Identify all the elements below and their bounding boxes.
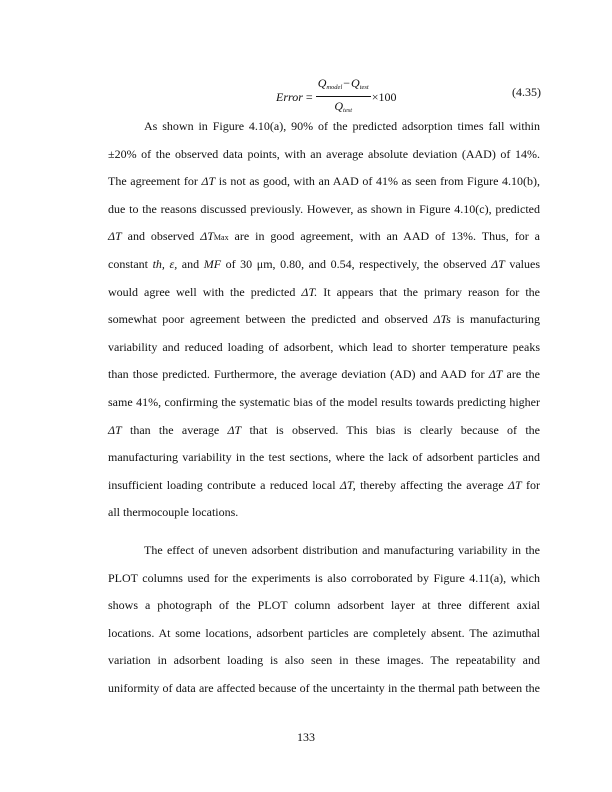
- paragraph-line: [108, 223, 540, 251]
- paragraph-line: [108, 389, 540, 417]
- q-model: Q: [317, 75, 327, 90]
- text-run: constant: [108, 256, 153, 271]
- paragraph-line: uniformity of data are affected because of the uncertainty in the thermal path between the: [108, 680, 540, 695]
- paragraph-line: [108, 113, 540, 141]
- max-subscript: Max: [213, 233, 229, 243]
- text-run: thereby affecting the average: [355, 477, 508, 492]
- delta-t-symbol: ΔT: [108, 422, 122, 437]
- paragraph-line: The effect of uneven adsorbent distribution and manufacturing variability in the: [144, 543, 540, 557]
- text-run: that is observed. This bias is clearly because of the: [241, 422, 540, 437]
- equation-times-100: ×100: [371, 89, 397, 104]
- text-run: of 30 μm, 0.80, and 0.54, respectively, the observed: [221, 256, 492, 271]
- text-run: would agree well with the predicted: [108, 284, 302, 299]
- paragraph-line: [108, 417, 540, 445]
- text-run: insufficient loading contribute a reduced local: [108, 477, 340, 492]
- equation-numerator: [316, 76, 371, 97]
- paragraph-line: [108, 196, 540, 224]
- text-run: same 41%, confirming the systematic bias of the model results towards predicting higher: [108, 394, 540, 409]
- text-run: are in good agreement, with an AAD of 13%. Thus, for a: [228, 229, 540, 244]
- paragraph-line: [108, 279, 540, 307]
- paragraph-2: [108, 537, 540, 703]
- equation-number: (4.35): [512, 85, 541, 99]
- paragraph-line: [108, 141, 540, 169]
- paragraph-line: [108, 499, 540, 527]
- paragraph-line: PLOT columns used for the experiments is also corroborated by Figure 4.11(a), which: [108, 570, 540, 585]
- delta-t-symbol: ΔT: [507, 477, 522, 492]
- equation-error: [276, 75, 397, 116]
- paragraph-line: [108, 306, 540, 334]
- equation-equals: =: [305, 89, 313, 104]
- text-run: for: [521, 477, 540, 492]
- paragraph-line: [108, 444, 540, 472]
- delta-t-symbol: ΔT: [201, 174, 216, 189]
- paragraph-1: [108, 113, 540, 527]
- paragraph-line: variation in adsorbent loading is also seen in these images. The repeatability and: [108, 653, 540, 668]
- paragraph-line: [108, 472, 540, 500]
- text-run: The agreement for: [108, 174, 202, 189]
- mf-symbol: MF: [203, 256, 222, 271]
- q-test-denominator: Q: [334, 98, 344, 113]
- text-run: due to the reasons discussed previously. However, as shown in Figure 4.10(c), predicted: [108, 201, 540, 216]
- text-run: values: [504, 256, 541, 271]
- q-test-subscript: test: [359, 83, 369, 91]
- paragraph-line: [108, 334, 540, 362]
- paragraph-line: locations. At some locations, adsorbent particles are completely absent. The azimuthal: [108, 625, 540, 640]
- q-model-subscript: model: [326, 83, 343, 91]
- text-run: is manufacturing: [450, 312, 540, 327]
- page-number: 133: [297, 730, 315, 744]
- delta-t-symbol: ΔT: [200, 229, 214, 244]
- paragraph-line: [108, 251, 540, 279]
- text-run: is not as good, with an AAD of 41% as seen from Figure 4.10(b),: [215, 174, 540, 189]
- delta-t-symbol: ΔT: [227, 422, 242, 437]
- delta-t-symbol: ΔTs: [433, 312, 451, 327]
- paragraph-line: [108, 361, 540, 389]
- text-run: It appears that the primary reason for the: [317, 284, 540, 299]
- minus-sign: −: [343, 75, 351, 90]
- delta-t-symbol: ΔT: [488, 367, 503, 382]
- text-run: manufacturing variability in the test sections, where the lack of adsorbent particles and: [108, 450, 540, 465]
- delta-t-symbol: ΔT: [491, 256, 505, 271]
- text-run: As shown in Figure 4.10(a), 90% of the predicted adsorption times fall within: [144, 119, 540, 133]
- delta-t-symbol: ΔT.: [301, 284, 318, 299]
- text-run: are the: [502, 367, 540, 382]
- q-test-denominator-subscript: test: [343, 106, 353, 114]
- text-run: than the average: [121, 422, 228, 437]
- q-test: Q: [351, 75, 360, 90]
- delta-t-symbol: ΔT: [108, 229, 122, 244]
- text-run: than those predicted. Furthermore, the average deviation (AD) and AAD for: [108, 367, 489, 382]
- text-run: all thermocouple locations.: [108, 505, 239, 520]
- equation-lhs: Error: [276, 89, 303, 104]
- paragraph-line: shows a photograph of the PLOT column adsorbent layer at three different axial: [108, 598, 540, 613]
- text-run: and: [177, 256, 204, 271]
- text-run: and observed: [121, 229, 201, 244]
- text-run: somewhat poor agreement between the predicted and observed: [108, 312, 434, 327]
- delta-t-symbol: ΔT,: [339, 477, 356, 492]
- text-run: ±20% of the observed data points, with an average absolute deviation (AAD) of 14%.: [108, 146, 540, 161]
- text-run: variability and reduced loading of adsorbent, which lead to shorter temperature peaks: [108, 339, 540, 354]
- variable-symbols: th, ε,: [152, 256, 178, 271]
- paragraph-line: [108, 168, 540, 196]
